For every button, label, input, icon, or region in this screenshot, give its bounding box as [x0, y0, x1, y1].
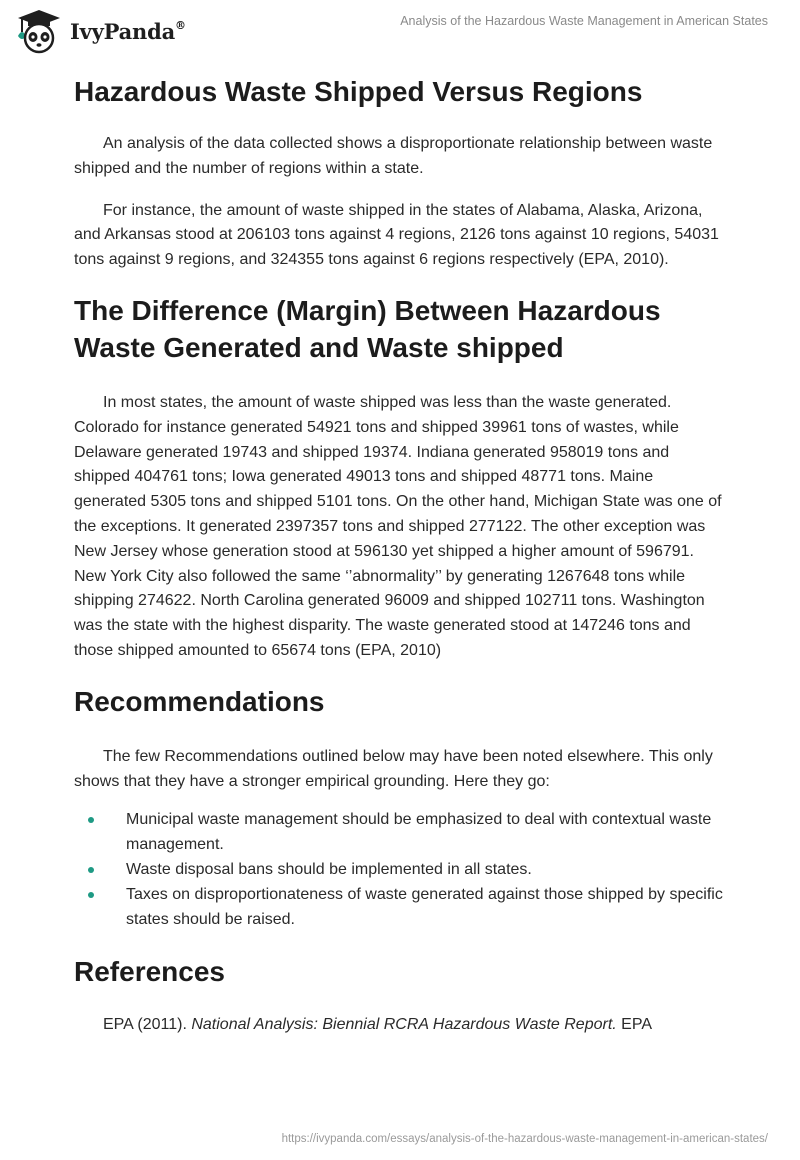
list-item: Taxes on disproportionateness of waste generated against those shipped by specific states should be raised.	[74, 883, 724, 933]
paragraph: The few Recommendations outlined below may have been noted elsewhere. This only shows that they have a stronger empirical grounding. Here they go:	[74, 747, 713, 790]
document-title: Analysis of the Hazardous Waste Management in American States	[400, 14, 768, 28]
section-heading-recommendations: Recommendations	[74, 685, 325, 717]
page-header	[0, 0, 800, 60]
ivypanda-logo[interactable]	[14, 8, 186, 54]
reference-entry: EPA (2011). National Analysis: Biennial RCRA Hazardous Waste Report. EPA	[103, 1016, 652, 1034]
bullet-icon	[88, 892, 94, 898]
paragraph: For instance, the amount of waste shipped in the states of Alabama, Alaska, Arizona, and Arkansas stood at 206103 tons against 4 regions, 2126 tons against 10 regions, 54031 tons against 9 regions, and 324355 tons against 6 regions respectively (EPA, 2010).	[74, 201, 719, 269]
bullet-icon	[88, 817, 94, 823]
list-item: Municipal waste management should be emphasized to deal with contextual waste management.	[74, 808, 724, 858]
source-url[interactable]: https://ivypanda.com/essays/analysis-of-the-hazardous-waste-management-in-american-states/	[281, 1133, 768, 1145]
section-heading-difference: The Difference (Margin) Between Hazardous Waste Generated and Waste shipped	[74, 294, 661, 363]
list-item: Waste disposal bans should be implemented in all states.	[74, 858, 724, 883]
section-heading-shipped-vs-regions: Hazardous Waste Shipped Versus Regions	[74, 76, 643, 107]
essay-content	[74, 70, 724, 1038]
reference-title: National Analysis: Biennial RCRA Hazardous Waste Report.	[191, 1016, 617, 1034]
recommendations-list	[74, 808, 724, 932]
brand-name: IvyPanda®	[70, 18, 186, 44]
panda-graduate-icon	[14, 8, 64, 54]
paragraph: In most states, the amount of waste shipped was less than the waste generated. Colorado for instance generated 54921 tons and shipped 39961 tons of wastes, while Delaware generated 19743 and shipped 19374. Indiana generated 958019 tons and shipped 404761 tons; Iowa generated 49013 tons and shipped 48771 tons. Maine generated 5305 tons and shipped 5101 tons. On the other hand, Michigan State was one of the exceptions. It generated 2397357 tons and shipped 277122. The other exception was New Jersey whose generation stood at 596130 yet shipped a higher amount of 596791. New York City also followed the same ‘’abnormality’’ by generating 1267648 tons while shipping 274622. North Carolina generated 96009 and shipped 102711 tons. Washington was the state with the highest disparity. The waste generated stood at 147246 tons and those shipped amounted to 65674 tons (EPA, 2010)	[74, 393, 722, 659]
bullet-icon	[88, 867, 94, 873]
paragraph: An analysis of the data collected shows a disproportionate relationship between waste shipped and the number of regions within a state.	[74, 135, 713, 177]
section-heading-references: References	[74, 956, 225, 988]
